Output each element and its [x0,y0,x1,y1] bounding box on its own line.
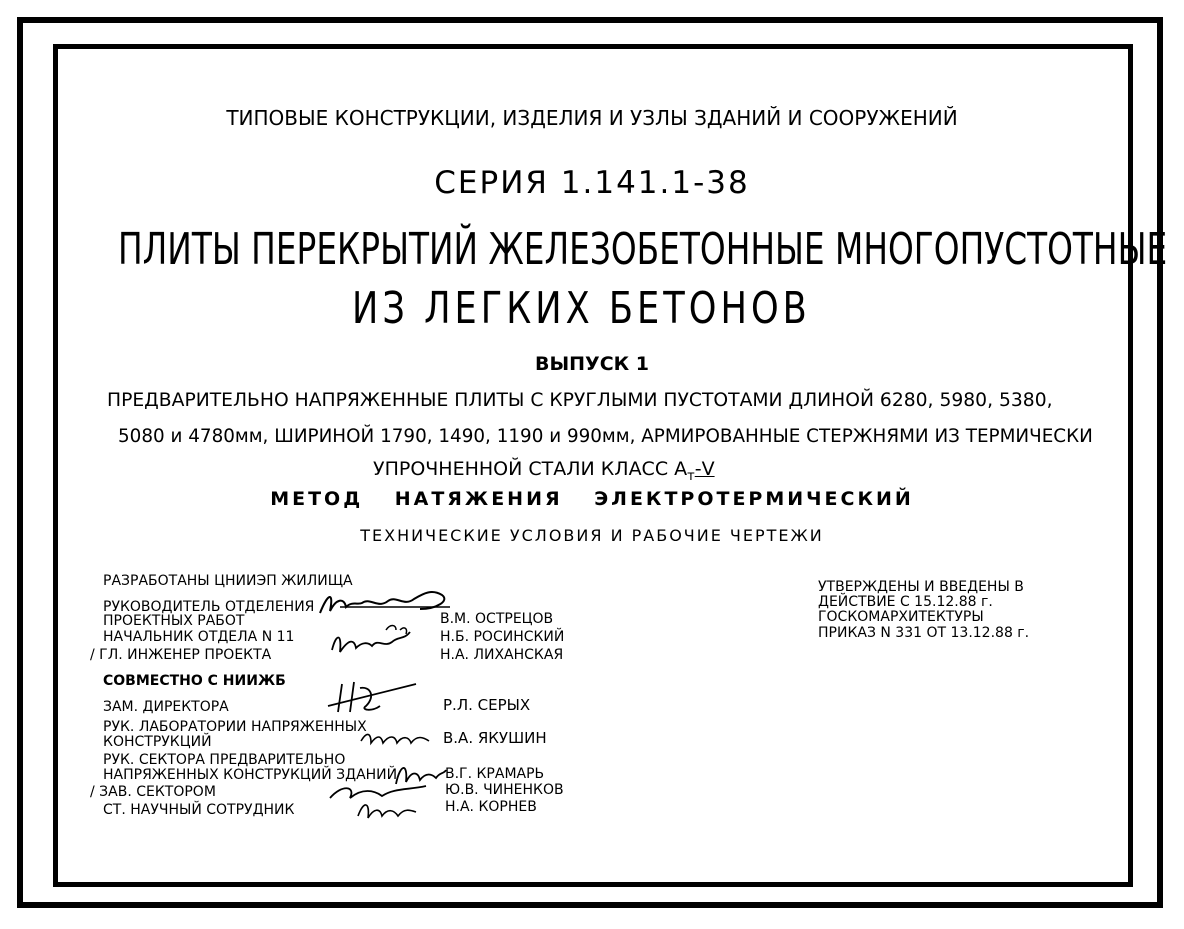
name-ostretsov: В.М. ОСТРЕЦОВ [440,611,554,627]
signature-rosinsky [326,620,416,660]
issue-desc-line2: 5080 и 4780мм, ШИРИНОЙ 1790, 1490, 1190 и 990мм, АРМИРОВАННЫЕ СТЕРЖНЯМИ ИЗ ТЕРМИЧЕСКИ [118,425,1093,447]
approval-line3: ГОСКОМАРХИТЕКТУРЫ [818,609,984,625]
signature-yakushin [355,725,435,749]
method-line: МЕТОД НАТЯЖЕНИЯ ЭЛЕКТРОТЕРМИЧЕСКИЙ [270,488,914,510]
title-line2-wrap [352,283,926,334]
name-yakushin: В.А. ЯКУШИН [443,729,547,747]
role-sector-head-2: НАПРЯЖЕННЫХ КОНСТРУКЦИЙ ЗДАНИЙ [103,767,398,783]
approval-line1: УТВЕРЖДЕНЫ И ВВЕДЕНЫ В [818,579,1024,595]
issue-label: ВЫПУСК 1 [534,353,650,375]
role-head-of-department: РУКОВОДИТЕЛЬ ОТДЕЛЕНИЯ [103,599,315,615]
issue-desc-line3: УПРОЧНЕННОЙ СТАЛИ КЛАСС А [373,458,688,480]
role-deputy-director: ЗАМ. ДИРЕКТОРА [103,699,229,715]
name-kramar: В.Г. КРАМАРЬ [445,766,545,782]
role-sector-manager: / ЗАВ. СЕКТОРОМ [90,784,216,800]
title-line1-wrap [118,224,1184,275]
signature-ostretsov [300,585,460,621]
name-chinenkov: Ю.В. ЧИНЕНКОВ [445,782,564,798]
developed-by: РАЗРАБОТАНЫ ЦНИИЭП ЖИЛИЩА [103,573,353,589]
jointly-with: СОВМЕСТНО С НИИЖБ [103,673,286,689]
docs-line: ТЕХНИЧЕСКИЕ УСЛОВИЯ И РАБОЧИЕ ЧЕРТЕЖИ [360,526,824,545]
signature-kornev [352,796,422,824]
steel-class-line [373,460,715,483]
title-line1: ПЛИТЫ ПЕРЕКРЫТИЙ ЖЕЛЕЗОБЕТОННЫЕ МНОГОПУСТОТНЫЕ [118,224,1168,275]
issue-desc-line1-wrap [107,391,1067,410]
approval-line4: ПРИКАЗ N 331 ОТ 13.12.88 г. [818,625,1030,641]
series-number: СЕРИЯ 1.141.1-38 [434,165,750,201]
role-sector-head: РУК. СЕКТОРА ПРЕДВАРИТЕЛЬНО [103,752,346,768]
role-lab-head-2: КОНСТРУКЦИЙ [103,734,212,750]
role-head-of-department-2: ПРОЕКТНЫХ РАБОТ [103,613,245,629]
class-subscript: т [687,468,695,484]
name-serykh: Р.Л. СЕРЫХ [443,696,531,714]
name-kornev: Н.А. КОРНЕВ [445,799,537,815]
issue-desc-line1: ПРЕДВАРИТЕЛЬНО НАПРЯЖЕННЫЕ ПЛИТЫ С КРУГЛЫМИ ПУСТОТАМИ ДЛИНОЙ 6280, 5980, 5380, [107,389,1053,411]
role-chief-engineer: / ГЛ. ИНЖЕНЕР ПРОЕКТА [90,647,272,663]
signature-serykh [320,676,420,716]
title-line2: ИЗ ЛЕГКИХ БЕТОНОВ [352,283,811,334]
approval-line2: ДЕЙСТВИЕ С 15.12.88 г. [818,594,993,610]
issue-desc-line2-wrap [118,427,1128,446]
category-line: ТИПОВЫЕ КОНСТРУКЦИИ, ИЗДЕЛИЯ И УЗЛЫ ЗДАНИЙ И СООРУЖЕНИЙ [226,106,958,130]
role-department-head: НАЧАЛЬНИК ОТДЕЛА N 11 [103,629,295,645]
name-rosinsky: Н.Б. РОСИНСКИЙ [440,629,565,645]
class-suffix: -V [694,458,715,480]
name-likhanskaya: Н.А. ЛИХАНСКАЯ [440,647,564,663]
role-lab-head: РУК. ЛАБОРАТОРИИ НАПРЯЖЕННЫХ [103,719,367,735]
role-senior-researcher: СТ. НАУЧНЫЙ СОТРУДНИК [103,802,295,818]
